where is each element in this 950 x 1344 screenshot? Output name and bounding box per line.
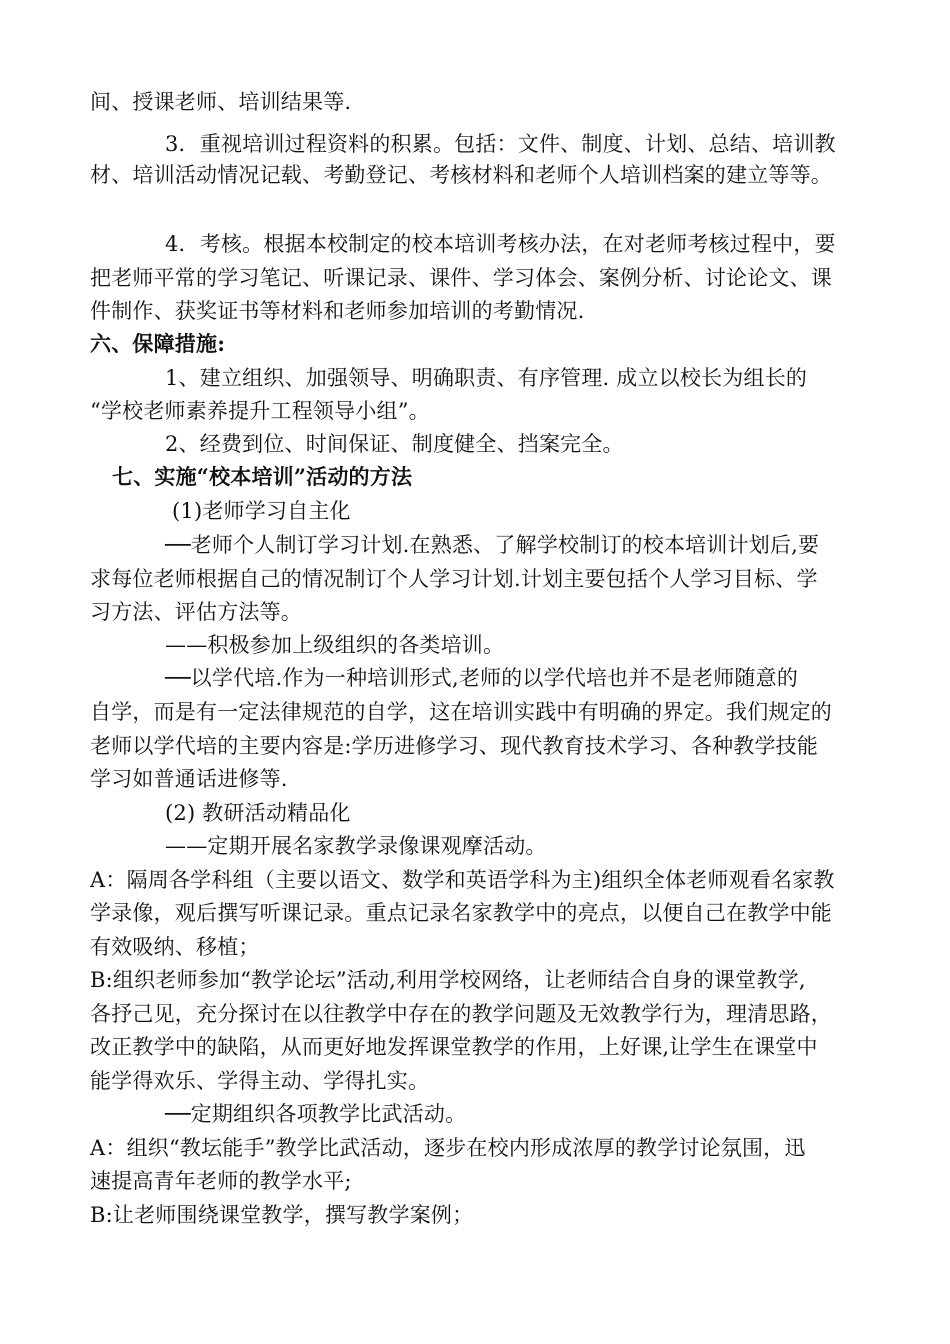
text-line: 各抒己见，充分探讨在以往教学中存在的教学问题及无效教学行为，理清思路， <box>90 1002 832 1026</box>
text-line: ——积极参加上级组织的各类培训。 <box>165 633 505 657</box>
text-line: ──定期组织各项教学比武活动。 <box>165 1102 467 1126</box>
text-line: 1、建立组织、加强领导、明确职责、有序管理. 成立以校长为组长的 <box>165 366 808 390</box>
text-line: ──老师个人制订学习计划.在熟悉、了解学校制订的校本培训计划后,要 <box>165 533 820 557</box>
text-line: 习方法、评估方法等。 <box>90 600 302 624</box>
text-line: 把老师平常的学习笔记、听课记录、课件、学习体会、案例分析、讨论论文、课 <box>90 266 832 290</box>
text-line: 3．重视培训过程资料的积累。包括：文件、制度、计划、总结、培训教 <box>165 132 836 156</box>
text-line: 速提高青年老师的教学水平; <box>90 1169 352 1193</box>
text-line: 材、培训活动情况记载、考勤登记、考核材料和老师个人培训档案的建立等等。 <box>90 163 832 187</box>
text-line: 件制作、获奖证书等材料和老师参加培训的考勤情况. <box>90 299 585 323</box>
text-line: 求每位老师根据自己的情况制订个人学习计划.计划主要包括个人学习目标、学 <box>90 567 818 591</box>
text-line: 2、经费到位、时间保证、制度健全、挡案完全。 <box>165 432 624 456</box>
text-line: 有效吸纳、移植； <box>90 935 260 959</box>
text-line: B:组织老师参加“教学论坛”活动,利用学校网络，让老师结合自身的课堂教学, <box>90 968 806 992</box>
text-line: A：隔周各学科组（主要以语文、数学和英语学科为主)组织全体老师观看名家教 <box>90 868 835 892</box>
text-line: B:让老师围绕课堂教学，撰写教学案例； <box>90 1203 474 1227</box>
text-line: 自学，而是有一定法律规范的自学，这在培训实践中有明确的界定。我们规定的 <box>90 700 832 724</box>
text-line: 4．考核。根据本校制定的校本培训考核办法，在对老师考核过程中，要 <box>165 232 836 256</box>
text-line: “学校老师素养提升工程领导小组”。 <box>90 399 430 423</box>
text-line: ──以学代培.作为一种培训形式,老师的以学代培也并不是老师随意的 <box>165 666 799 690</box>
text-line: 间、授课老师、培训结果等. <box>90 90 352 114</box>
text-line: 学录像，观后撰写听课记录。重点记录名家教学中的亮点，以便自己在教学中能 <box>90 901 832 925</box>
text-line: 改正教学中的缺陷，从而更好地发挥课堂教学的作用，上好课,让学生在课堂中 <box>90 1035 818 1059</box>
section-heading: 七、实施“校本培训”活动的方法 <box>112 464 413 489</box>
text-line: 学习如普通话进修等. <box>90 767 288 791</box>
text-line: A：组织“教坛能手”教学比武活动，逐步在校内形成浓厚的教学讨论氛围，迅 <box>90 1136 806 1160</box>
text-line: 老师以学代培的主要内容是:学历进修学习、现代教育技术学习、各种教学技能 <box>90 734 819 758</box>
text-line: 能学得欢乐、学得主动、学得扎实。 <box>90 1069 430 1093</box>
subsection-heading: (2) 教研活动精品化 <box>165 801 351 825</box>
text-line: ——定期开展名家教学录像课观摩活动。 <box>165 834 547 858</box>
subsection-heading: (1)老师学习自主化 <box>172 499 351 523</box>
section-heading: 六、保障措施: <box>90 331 226 356</box>
